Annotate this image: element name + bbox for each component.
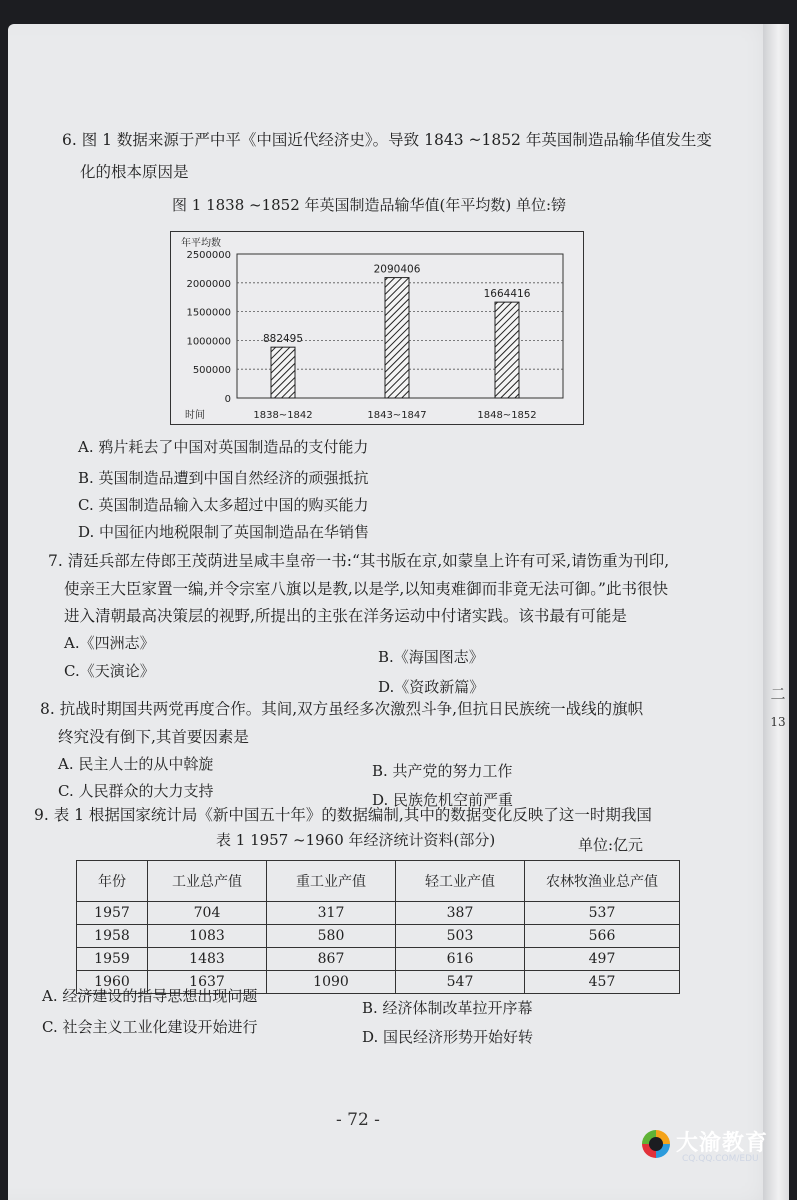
bar-chart-svg xyxy=(171,232,583,424)
table-cell: 547 xyxy=(396,971,525,994)
header-year: 年份 xyxy=(77,861,148,902)
economic-stats-table xyxy=(76,860,680,994)
table-cell: 1957 xyxy=(77,902,148,925)
q9-stem: 9. 表 1 根据国家统计局《新中国五十年》的数据编制,其中的数据变化反映了这一时期我国 xyxy=(34,806,652,824)
y-tick-label: 1500000 xyxy=(186,307,231,319)
y-tick-label: 2500000 xyxy=(186,250,231,261)
bar xyxy=(271,347,295,398)
table-cell: 1960 xyxy=(77,971,148,994)
q9-option-b[interactable]: B. 经济体制改革拉开序幕 xyxy=(362,999,533,1017)
table-cell: 566 xyxy=(525,925,680,948)
x-tick-label: 1838~1842 xyxy=(253,410,313,421)
bar xyxy=(495,302,519,398)
table-cell: 867 xyxy=(267,948,396,971)
q6-option-d[interactable]: D. 中国征内地税限制了英国制造品在华销售 xyxy=(78,523,370,541)
exam-page xyxy=(8,24,789,1200)
y-tick-label: 2000000 xyxy=(186,278,231,290)
header-agriculture: 农林牧渔业总产值 xyxy=(525,861,680,902)
q7-option-c[interactable]: C.《天演论》 xyxy=(64,662,155,680)
q7-stem-line1: 7. 清廷兵部左侍郎王茂荫进呈咸丰皇帝一书:“其书版在京,如蒙皇上许有可采,请饬重为刊印, xyxy=(48,552,670,570)
table-header-row xyxy=(77,861,680,902)
q8-option-a[interactable]: A. 民主人士的从中斡旋 xyxy=(58,755,214,773)
bar-chart xyxy=(170,231,584,425)
logo-url: CQ.QQ.COM/EDU xyxy=(682,1154,759,1164)
table-cell: 537 xyxy=(525,902,680,925)
table-cell: 616 xyxy=(396,948,525,971)
q8-option-d[interactable]: D. 民族危机空前严重 xyxy=(372,791,514,809)
logo-name: 大渝教育 xyxy=(676,1131,769,1156)
bar xyxy=(385,278,409,398)
x-tick-label: 1848~1852 xyxy=(477,410,537,421)
q8-stem-line1: 8. 抗战时期国共两党再度合作。其间,双方虽经多次激烈斗争,但抗日民族统一战线的旗帜 xyxy=(40,700,644,718)
q6-stem-line1: 6. 图 1 数据来源于严中平《中国近代经济史》。导致 1843 ~1852 年英国制造品输华值发生变 xyxy=(62,131,712,149)
table-cell: 704 xyxy=(148,902,267,925)
q7-option-b[interactable]: B.《海国图志》 xyxy=(378,648,484,666)
table-cell: 497 xyxy=(525,948,680,971)
q9-option-d[interactable]: D. 国民经济形势开始好转 xyxy=(362,1028,534,1046)
book-spine xyxy=(763,24,789,1200)
q9-option-a[interactable]: A. 经济建设的指导思想出现问题 xyxy=(42,987,258,1005)
table-cell: 580 xyxy=(267,925,396,948)
header-heavy-industry: 重工业产值 xyxy=(267,861,396,902)
table-cell: 317 xyxy=(267,902,396,925)
table-cell: 457 xyxy=(525,971,680,994)
y-tick-label: 500000 xyxy=(192,365,231,377)
x-tick-label: 1843~1847 xyxy=(367,410,427,421)
table-cell: 1483 xyxy=(148,948,267,971)
table-cell: 1090 xyxy=(267,971,396,994)
table-row xyxy=(77,948,680,971)
bar-value-label: 2090406 xyxy=(373,263,421,276)
q8-option-c[interactable]: C. 人民群众的大力支持 xyxy=(58,782,214,800)
table-cell: 1958 xyxy=(77,925,148,948)
q7-stem-line3: 进入清朝最高决策层的视野,所提出的主张在洋务运动中付诸实践。该书最有可能是 xyxy=(64,607,627,625)
y-tick-label: 1000000 xyxy=(186,336,231,348)
table-cell: 387 xyxy=(396,902,525,925)
q6-option-c[interactable]: C. 英国制造品输入太多超过中国的购买能力 xyxy=(78,496,369,514)
table-title: 表 1 1957 ~1960 年经济统计资料(部分) xyxy=(216,831,496,849)
header-industry-total: 工业总产值 xyxy=(148,861,267,902)
site-logo xyxy=(640,1126,790,1174)
table-row xyxy=(77,925,680,948)
header-light-industry: 轻工业产值 xyxy=(396,861,525,902)
logo-ring-icon xyxy=(642,1130,670,1158)
q6-option-a[interactable]: A. 鸦片耗去了中国对英国制造品的支付能力 xyxy=(78,438,369,456)
q6-option-b[interactable]: B. 英国制造品遭到中国自然经济的顽强抵抗 xyxy=(78,469,369,487)
bar-value-label: 1664416 xyxy=(483,288,531,301)
table-cell: 1959 xyxy=(77,948,148,971)
table-unit: 单位:亿元 xyxy=(578,836,644,854)
table-cell: 503 xyxy=(396,925,525,948)
table-row xyxy=(77,902,680,925)
y-tick-label: 0 xyxy=(224,394,231,405)
q8-option-b[interactable]: B. 共产党的努力工作 xyxy=(372,762,513,780)
q9-option-c[interactable]: C. 社会主义工业化建设开始进行 xyxy=(42,1018,258,1036)
y-axis-label: 年平均数 xyxy=(181,238,221,249)
table-cell: 1083 xyxy=(148,925,267,948)
q7-option-d[interactable]: D.《资政新篇》 xyxy=(378,678,485,696)
adjacent-page-edge-text: 二 13 xyxy=(770,685,786,729)
q7-stem-line2: 使亲王大臣家置一编,并令宗室八旗以是教,以是学,以知夷难御而非竟无法可御。”此书很快 xyxy=(64,580,668,598)
q7-option-a[interactable]: A.《四洲志》 xyxy=(64,634,155,652)
table-cell: 1637 xyxy=(148,971,267,994)
figure-title: 图 1 1838 ~1852 年英国制造品输华值(年平均数) 单位:镑 xyxy=(172,196,567,214)
page-number: - 72 - xyxy=(336,1110,380,1130)
bar-value-label: 882495 xyxy=(262,333,304,346)
x-axis-label: 时间 xyxy=(185,410,205,421)
q6-stem-line2: 化的根本原因是 xyxy=(80,163,189,181)
q8-stem-line2: 终究没有倒下,其首要因素是 xyxy=(58,728,249,746)
